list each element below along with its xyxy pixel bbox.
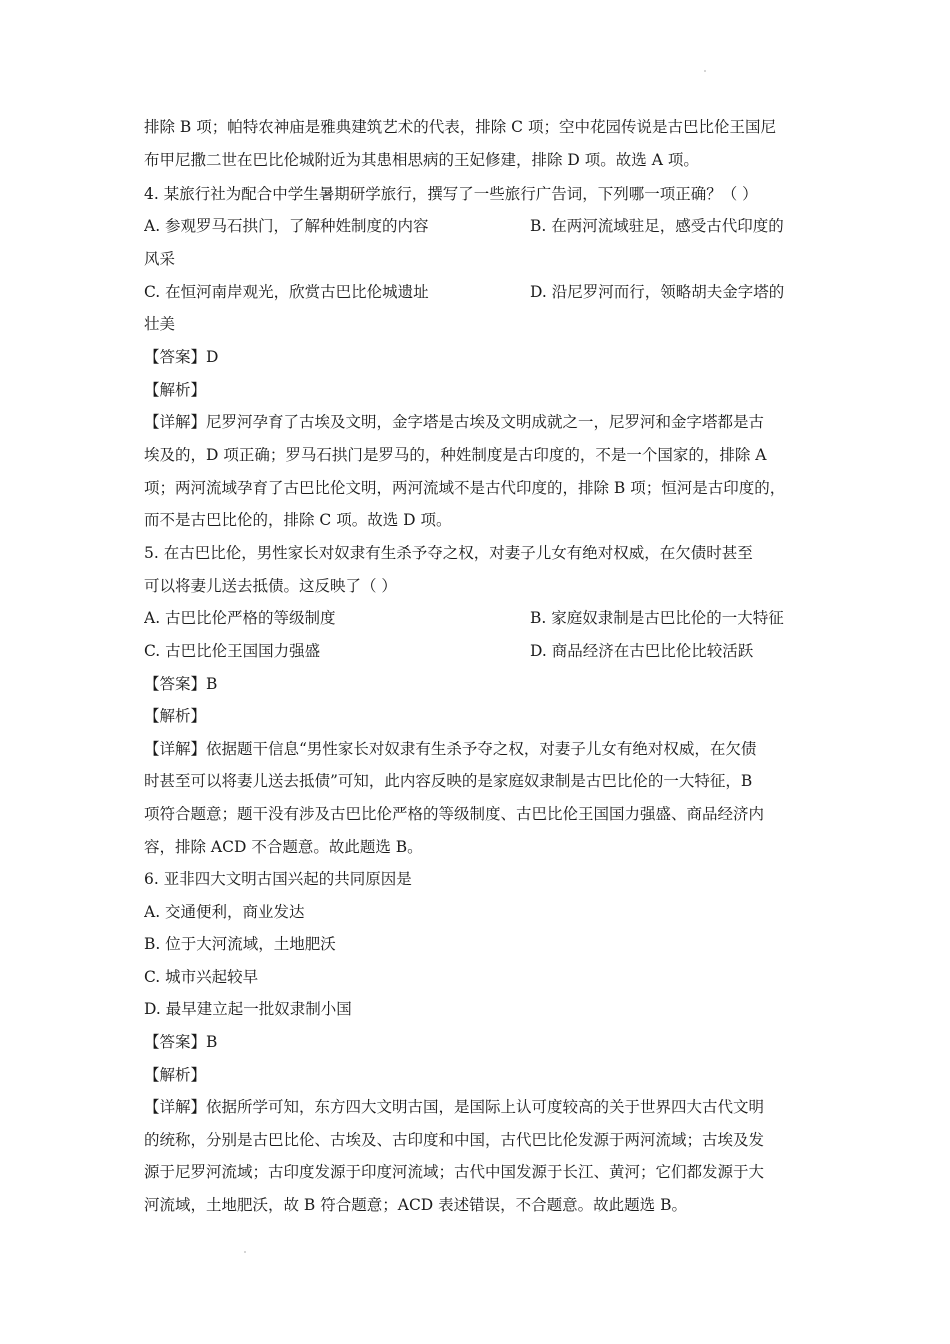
q6-option-c: C. 城市兴起较早 <box>144 968 259 986</box>
q5-detail: 时甚至可以将妻儿送去抵债”可知，此内容反映的是家庭奴隶制是古巴比伦的一大特征，B <box>144 772 753 790</box>
q5-option-b: B. 家庭奴隶制是古巴比伦的一大特征 <box>530 609 784 627</box>
q6-option-a: A. 交通便利，商业发达 <box>144 903 305 921</box>
question-6: 6. 亚非四大文明古国兴起的共同原因是 <box>144 870 412 888</box>
q6-analysis-label: 【解析】 <box>144 1066 207 1084</box>
q4-detail: 项；两河流域孕育了古巴比伦文明，两河流域不是古代印度的，排除 B 项；恒河是古印度的， <box>144 479 786 497</box>
scan-dot <box>704 70 706 72</box>
text-line: 布甲尼撒二世在巴比伦城附近为其患相思病的王妃修建，排除 D 项。故选 A 项。 <box>144 151 699 169</box>
q5-detail: 容，排除 ACD 不合题意。故此题选 B。 <box>144 838 423 856</box>
q5-option-a: A. 古巴比伦严格的等级制度 <box>144 609 336 627</box>
q6-detail: 【详解】依据所学可知，东方四大文明古国，是国际上认可度较高的关于世界四大古代文明 <box>144 1098 765 1116</box>
q4-option-a: A. 参观罗马石拱门，了解种姓制度的内容 <box>144 217 429 235</box>
scan-dot <box>244 1251 246 1253</box>
q4-option-c: C. 在恒河南岸观光，欣赏古巴比伦城遗址 <box>144 283 429 301</box>
q5-option-d: D. 商品经济在古巴比伦比较活跃 <box>530 642 754 660</box>
q4-detail: 而不是古巴比伦的，排除 C 项。故选 D 项。 <box>144 511 452 529</box>
q5-analysis-label: 【解析】 <box>144 707 207 725</box>
q6-option-d: D. 最早建立起一批奴隶制小国 <box>144 1000 352 1018</box>
q6-detail: 的统称，分别是古巴比伦、古埃及、古印度和中国，古代巴比伦发源于两河流域；古埃及发 <box>144 1131 765 1149</box>
question-5: 5. 在古巴比伦，男性家长对奴隶有生杀予夺之权，对妻子儿女有绝对权威，在欠债时甚至 <box>144 544 753 562</box>
q6-detail: 源于尼罗河流域；古印度发源于印度河流域；古代中国发源于长江、黄河；它们都发源于大 <box>144 1163 765 1181</box>
text-line: 排除 B 项；帕特农神庙是雅典建筑艺术的代表，排除 C 项；空中花园传说是古巴比伦王国尼 <box>144 118 776 136</box>
q6-answer: 【答案】B <box>144 1033 218 1051</box>
q6-detail: 河流域，土地肥沃，故 B 符合题意；ACD 表述错误，不合题意。故此题选 B。 <box>144 1196 687 1214</box>
q4-option-d-wrap: 壮美 <box>144 315 176 333</box>
q4-option-d: D. 沿尼罗河而行，领略胡夫金字塔的 <box>530 283 785 301</box>
q4-option-b: B. 在两河流域驻足，感受古代印度的 <box>530 217 784 235</box>
q5-detail: 【详解】依据题干信息“男性家长对奴隶有生杀予夺之权，对妻子儿女有绝对权威，在欠债 <box>144 740 757 758</box>
q4-option-b-wrap: 风采 <box>144 250 176 268</box>
q5-answer: 【答案】B <box>144 675 218 693</box>
question-4: 4. 某旅行社为配合中学生暑期研学旅行，撰写了一些旅行广告词，下列哪一项正确？（ ） <box>144 185 758 203</box>
q4-answer: 【答案】D <box>144 348 219 366</box>
q4-detail: 埃及的，D 项正确；罗马石拱门是罗马的，种姓制度是古印度的，不是一个国家的，排除 A <box>144 446 767 464</box>
question-5: 可以将妻儿送去抵债。这反映了（ ） <box>144 577 397 595</box>
q4-analysis-label: 【解析】 <box>144 381 207 399</box>
q4-detail: 【详解】尼罗河孕育了古埃及文明，金字塔是古埃及文明成就之一，尼罗河和金字塔都是古 <box>144 413 765 431</box>
q5-option-c: C. 古巴比伦王国国力强盛 <box>144 642 321 660</box>
q6-option-b: B. 位于大河流域，土地肥沃 <box>144 935 336 953</box>
q5-detail: 项符合题意；题干没有涉及古巴比伦严格的等级制度、古巴比伦王国国力强盛、商品经济内 <box>144 805 765 823</box>
